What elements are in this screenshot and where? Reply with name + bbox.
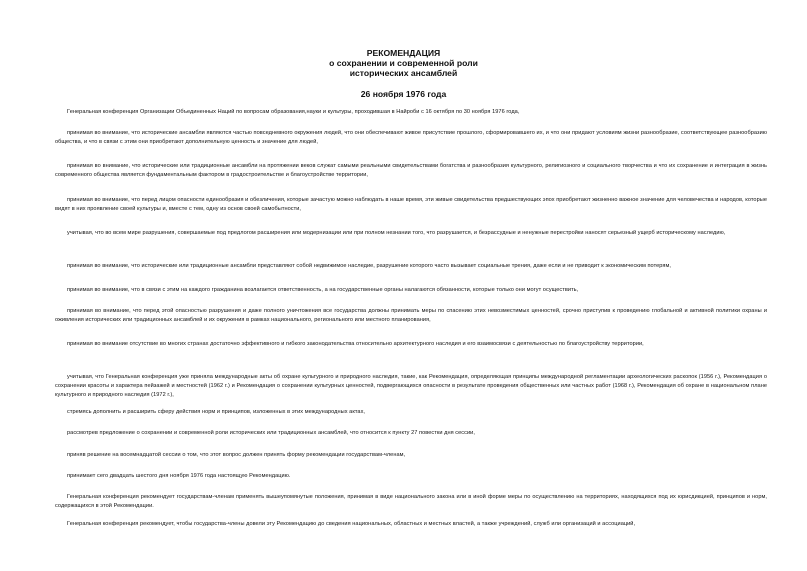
- paragraph-11: стремясь дополнить и расширить сферу действия норм и принципов, изложенных в этих международных актах,: [67, 409, 366, 415]
- paragraph-4: принимая во внимание, что перед лицом опасности единообразия и обезличения, которые зачастую можно наблюдать в наше время, эти живые свидетельства предшествующих эпох приобретают жизненно важное значение для человечества и народов, которые видят в них проявление своей культуры и, вместе с тем, одну из основ своей самобытности,: [55, 197, 767, 212]
- paragraph-16: Генеральная конференция рекомендует, чтобы государства-члены довели эту Рекомендацию до сведения национальных, областных и местных властей, а также учреждений, служб или организаций и ассоциаций,: [67, 521, 636, 527]
- title-line-3: исторических ансамблей: [349, 68, 458, 78]
- paragraph-6: принимая во внимание, что исторические или традиционные ансамбли представляют собой недвижимое наследие, разрушение которого часто вызывает социальные трения, даже если и не приводит к экономическим потерям,: [67, 263, 671, 269]
- document-title: [0, 48, 807, 78]
- paragraph-12: рассмотрев предложение о сохранении и современной роли исторических или традиционных ансамблей, что относится к пункту 27 повестки дня сессии,: [67, 430, 475, 436]
- paragraph-1: Генеральная конференция Организации Объединенных Наций по вопросам образования,науки и культуры, проходившая в Найроби с 16 октября по 30 ноября 1976 года,: [67, 109, 520, 115]
- paragraph-5: учитывая, что во всем мире разрушения, совершаемые под предлогом расширения или модернизации или при полном незнании того, что разрушается, и безрассудные и ненужные перестройки наносят серьезный ущерб историческому наследию,: [67, 230, 726, 236]
- document-date: 26 ноября 1976 года: [360, 89, 447, 99]
- paragraph-10: учитывая, что Генеральная конференция уже приняла международные акты об охране культурного и природного наследия, такие, как Рекомендация, определяющая принципы международной регламентации археологических раскопок (1956 г.), Рекомендация о сохранении красоты и характера пейзажей и местностей (1962 г.) и Рекомендация о сохранении культурных ценностей, подвергающихся опасности в результате проведения общественных или частных работ (1968 г.), Рекомендация об охране в национальном плане культурного и природного наследия (1972 г.),: [55, 374, 767, 398]
- title-line-2: о сохранении и современной роли: [329, 58, 478, 68]
- paragraph-9: принимая во внимание отсутствие во многих странах достаточно эффективного и гибкого законодательства относительно архитектурного наследия и его взаимосвязи с деятельностью по благоустройству территории,: [67, 341, 644, 347]
- paragraph-14: принимает сего двадцать шестого дня ноября 1976 года настоящую Рекомендацию.: [67, 473, 291, 479]
- paragraph-7: принимая во внимание, что в связи с этим на каждого гражданина возлагается ответственность, а на государственные органы налагаются обязанности, которые только они могут осуществить,: [67, 287, 579, 293]
- paragraph-3: принимая во внимание, что исторические или традиционные ансамбли на протяжении веков служат самыми реальными свидетельствами богатства и разнообразия культурного, религиозного и социального творчества и что их сохранение и интеграция в жизнь современного общества является фундаментальным фактором в градостроительстве и благоустройстве территории,: [55, 163, 767, 178]
- title-line-1: РЕКОМЕНДАЦИЯ: [366, 48, 441, 58]
- paragraph-8: принимая во внимание, что перед этой опасностью разрушения и даже полного уничтожения все государства должны принимать меры по спасению этих невозместимых ценностей, срочно приступив к проведению глобальной и активной политики охраны и оживления исторических или традиционных ансамблей и их окружения в рамках национального, регионального или местного планирования,: [55, 308, 767, 323]
- paragraph-15: Генеральная конференция рекомендует государствам-членам применять вышеупомянутые положения, принимая в виде национального закона или в иной форме меры по осуществлению на территориях, находящихся под их юрисдикцией, принципов и норм, содержащихся в этой Рекомендации.: [55, 494, 767, 509]
- paragraph-2: принимая во внимание, что исторические ансамбли являются частью повседневного окружения людей, что они обеспечивают живое присутствие прошлого, сформировавшего их, и что они придают условиям жизни разнообразие, соответствующее разнообразию общества, и что в связи с этим они приобретают дополнительную ценность и значение для людей,: [55, 130, 767, 145]
- paragraph-13: приняв решение на восемнадцатой сессии о том, что этот вопрос должен принять форму рекомендации государствам-членам,: [67, 452, 406, 458]
